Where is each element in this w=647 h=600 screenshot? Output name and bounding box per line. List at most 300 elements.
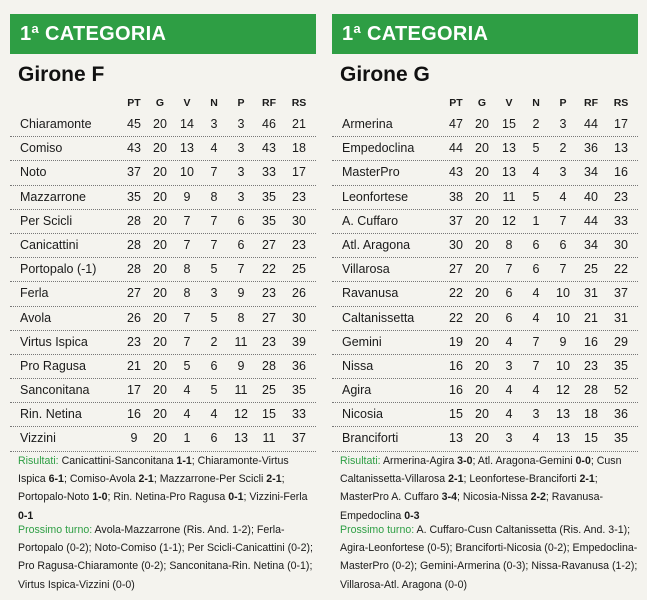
stat-p: 9 [237,286,245,301]
stat-n: 5 [532,141,540,156]
stat-n: 6 [532,237,540,252]
stat-rs: 39 [292,334,306,349]
stat-p: 2 [559,141,567,156]
stat-v: 7 [183,213,191,228]
stat-v: 12 [502,213,516,228]
stat-g: 20 [153,237,167,252]
stat-g: 20 [153,141,167,156]
result-score: 0-1 [18,509,34,522]
stat-v: 7 [183,237,191,252]
stat-rf: 46 [262,117,276,131]
stat-rf: 23 [262,334,276,349]
stat-rs: 29 [614,334,628,349]
column-header-pt: PT [127,97,141,109]
stat-n: 4 [532,165,540,180]
stat-pt: 27 [449,262,463,277]
team-name: Canicattini [20,237,79,252]
stat-p: 3 [237,189,245,204]
result-score: 3-0 [457,455,473,467]
table-row [10,355,316,379]
stat-rs: 35 [614,431,628,446]
result-match: ; Mazzarrone-Per Scicli [153,473,267,486]
stat-v: 4 [505,334,513,349]
table-row [10,137,316,161]
result-match: ; Rin. Netina-Pro Ragusa [107,491,229,504]
next-round-text [340,521,638,594]
team-name: Villarosa [342,262,390,277]
stat-rs: 26 [292,286,306,301]
stat-p: 7 [559,262,567,277]
table-row [10,282,316,306]
stat-n: 7 [210,165,218,180]
stat-rf: 35 [262,213,276,228]
result-score: 2-1 [138,473,154,486]
stat-g: 20 [153,189,167,204]
stat-n: 3 [532,407,540,422]
stat-v: 8 [505,237,513,252]
stat-pt: 21 [127,358,141,373]
stat-v: 4 [183,407,191,422]
stat-rf: 43 [262,141,276,156]
stat-p: 13 [556,407,570,422]
next-round-text [18,521,316,594]
stat-g: 20 [475,237,489,252]
table-row [10,186,316,210]
column-header-g: G [477,97,487,109]
stat-n: 4 [532,286,540,301]
stat-p: 7 [559,213,567,228]
category-banner: 1ª CATEGORIA [332,14,638,54]
stat-rf: 21 [584,310,598,325]
stat-rf: 28 [262,358,276,373]
stat-rs: 23 [292,189,306,204]
table-row [10,379,316,403]
result-score: 2-2 [530,491,546,504]
stat-v: 4 [505,407,513,422]
table-row [10,161,316,185]
table-row [332,137,638,161]
stat-p: 7 [237,262,245,277]
result-match: ; Vizzini-Ferla [243,491,308,504]
stat-n: 7 [210,237,218,252]
result-match: ; Chiaramonte-Virtus Ispica [18,455,289,486]
stat-p: 10 [556,286,570,301]
result-score: 2-1 [266,473,282,486]
stat-rs: 35 [292,383,306,398]
stat-g: 20 [153,383,167,398]
stat-rs: 18 [292,141,306,156]
stat-g: 20 [475,213,489,228]
team-name: MasterPro [342,165,400,180]
stat-v: 3 [505,358,513,373]
table-row [332,113,638,137]
column-header-g: G [155,97,165,109]
team-name: Virtus Ispica [20,334,88,349]
stat-v: 7 [505,262,513,277]
table-row [332,307,638,331]
stat-pt: 38 [449,189,463,204]
stat-pt: 30 [449,237,463,252]
stat-rf: 15 [584,431,598,446]
stat-g: 20 [153,286,167,301]
column-header-rf: RF [262,97,276,109]
stat-pt: 37 [127,165,141,180]
stat-v: 6 [505,286,513,301]
stat-n: 6 [532,262,540,277]
stat-pt: 16 [127,407,141,422]
stat-pt: 23 [127,334,141,349]
girone-title: Girone F [18,63,105,86]
result-score: 1-1 [176,455,192,467]
stat-rs: 16 [614,165,628,180]
standings-table [10,113,316,452]
table-row [332,379,638,403]
stat-pt: 44 [449,141,463,156]
column-header-n: N [532,97,540,109]
stat-n: 8 [210,189,218,204]
stat-n: 4 [532,310,540,325]
stat-g: 20 [475,431,489,446]
stat-g: 20 [153,262,167,277]
result-score: 1-0 [92,491,108,504]
stat-rf: 34 [584,165,598,180]
table-row [10,113,316,137]
stat-n: 7 [532,334,540,349]
stat-p: 13 [556,431,570,446]
table-row [332,403,638,427]
team-name: Avola [20,310,52,325]
result-match: ; Ravanusa-Empedoclina [340,491,604,522]
stat-pt: 9 [130,431,138,446]
result-match: ; MasterPro A. Cuffaro [340,473,598,504]
results-text [340,452,638,525]
stat-rs: 35 [614,358,628,373]
stat-rf: 33 [262,165,276,180]
table-row [10,403,316,427]
stat-rf: 34 [584,237,598,252]
stat-pt: 22 [449,310,463,325]
table-row [332,258,638,282]
stat-g: 20 [153,117,167,131]
stat-v: 13 [502,165,516,180]
team-name: Rin. Netina [20,407,82,422]
stat-n: 7 [210,213,218,228]
column-header-rs: RS [613,97,629,109]
stat-g: 20 [475,407,489,422]
stat-pt: 43 [127,141,141,156]
stat-rs: 23 [614,189,628,204]
table-row [10,331,316,355]
stat-g: 20 [153,334,167,349]
stat-pt: 17 [127,383,141,398]
stat-pt: 26 [127,310,141,325]
stat-p: 13 [234,431,248,446]
result-match: ; Portopalo-Noto [18,473,285,504]
result-score: 0-3 [404,509,420,522]
column-header-rs: RS [291,97,307,109]
stat-g: 20 [153,213,167,228]
result-match: ; Leonfortese-Branciforti [463,473,580,486]
result-match: Armerina-Agira [382,455,458,467]
stat-g: 20 [475,262,489,277]
table-row [332,282,638,306]
stat-rs: 13 [614,141,628,156]
result-match: ; Comiso-Avola [63,473,139,486]
stat-g: 20 [475,310,489,325]
stat-n: 7 [532,358,540,373]
team-name: Noto [20,165,47,180]
stat-g: 20 [153,358,167,373]
team-name: Armerina [342,117,393,131]
stat-g: 20 [475,286,489,301]
stat-p: 9 [559,334,567,349]
stat-n: 5 [210,310,218,325]
team-name: Gemini [342,334,382,349]
column-header-p: P [237,97,245,109]
stat-rs: 22 [614,262,628,277]
stat-n: 6 [210,431,218,446]
result-score: 0-1 [228,491,244,504]
team-name: Per Scicli [20,213,73,228]
stat-v: 14 [180,117,194,131]
stat-n: 5 [532,189,540,204]
stat-v: 10 [180,165,194,180]
column-header-v: V [505,97,513,109]
stat-v: 4 [183,383,191,398]
stat-rf: 36 [584,141,598,156]
stat-p: 4 [559,189,567,204]
table-row [10,210,316,234]
stat-v: 11 [502,189,516,204]
team-name: Leonfortese [342,189,409,204]
stat-rf: 40 [584,189,598,204]
stat-v: 1 [183,431,191,446]
next-round-fixtures: A. Cuffaro-Cusn Caltanissetta (Ris. And. 3-1); Agira-Leonfortese (0-5); Branciforti-Nicosia (0-2); Empedoclina-MasterPro (0-2); Gemini-Armerina (0-3); Nissa-Ravanusa (1-2); Villarosa-Atl. Aragona (0-0) [340,524,638,591]
table-row [332,331,638,355]
stat-pt: 19 [449,334,463,349]
result-match: ; Atl. Aragona-Gemini [472,455,576,467]
stat-p: 11 [234,383,248,398]
result-match: Canicattini-Sanconitana [61,455,177,467]
stat-g: 20 [153,407,167,422]
stat-v: 4 [505,383,513,398]
next-round-label: Prossimo turno: [18,524,93,536]
stat-n: 5 [210,383,218,398]
stat-n: 4 [210,141,218,156]
stat-rf: 25 [584,262,598,277]
stat-rs: 21 [292,117,306,131]
stat-rs: 37 [292,431,306,446]
stat-rf: 28 [584,383,598,398]
stat-n: 1 [532,213,540,228]
stat-rs: 23 [292,237,306,252]
standings-header [332,97,638,113]
stat-rf: 23 [262,286,276,301]
result-score: 2-1 [579,473,595,486]
column-header-rf: RF [584,97,598,109]
result-score: 0-0 [575,455,591,467]
stat-rf: 35 [262,189,276,204]
team-name: Nicosia [342,407,383,422]
stat-g: 20 [475,189,489,204]
stat-p: 10 [556,358,570,373]
stat-rs: 17 [292,165,306,180]
result-score: 2-1 [448,473,464,486]
team-name: Vizzini [20,431,56,446]
stat-p: 9 [237,358,245,373]
stat-p: 12 [556,383,570,398]
table-row [332,427,638,451]
stat-rf: 27 [262,237,276,252]
stat-g: 20 [153,310,167,325]
stat-v: 7 [183,310,191,325]
stat-g: 20 [475,141,489,156]
table-row [10,258,316,282]
results-label: Risultati: [18,455,59,467]
stat-v: 8 [183,262,191,277]
stat-v: 13 [180,141,194,156]
stat-rf: 11 [262,431,276,446]
stat-v: 8 [183,286,191,301]
team-name: Nissa [342,358,374,373]
stat-rs: 37 [614,286,628,301]
stat-pt: 28 [127,262,141,277]
stat-pt: 16 [449,358,463,373]
team-name: Chiaramonte [20,117,92,131]
next-round-fixtures: Avola-Mazzarrone (Ris. And. 1-2); Ferla-Portopalo (0-2); Noto-Comiso (1-1); Per Scicli-Canicattini (0-2); Pro Ragusa-Chiaramonte (0-2); Sanconitana-Rin. Netina (0-1); Virtus Ispica-Vizzini (0-0) [18,524,313,591]
stat-rs: 33 [614,213,628,228]
stat-pt: 27 [127,286,141,301]
team-name: Branciforti [342,431,399,446]
stat-rs: 36 [614,407,628,422]
stat-g: 20 [475,358,489,373]
stat-p: 3 [237,117,245,131]
stat-rf: 31 [584,286,598,301]
stat-p: 6 [559,237,567,252]
stat-g: 20 [475,117,489,131]
next-round-label: Prossimo turno: [340,524,415,536]
stat-rs: 30 [614,237,628,252]
results-text [18,452,316,525]
stat-pt: 37 [449,213,463,228]
column-header-n: N [210,97,218,109]
stat-n: 5 [210,262,218,277]
stat-n: 2 [210,334,218,349]
column-header-v: V [183,97,191,109]
stat-rs: 33 [292,407,306,422]
stat-rs: 17 [614,117,628,131]
stat-n: 6 [210,358,218,373]
team-name: Mazzarrone [20,189,86,204]
stat-rs: 25 [292,262,306,277]
stat-n: 4 [532,431,540,446]
table-row [332,210,638,234]
stat-v: 5 [183,358,191,373]
table-row [10,427,316,451]
stat-n: 4 [532,383,540,398]
stat-pt: 28 [127,237,141,252]
girone-title: Girone G [340,63,430,86]
stat-p: 6 [237,213,245,228]
stat-rs: 36 [292,358,306,373]
stat-pt: 15 [449,407,463,422]
stat-p: 6 [237,237,245,252]
stat-rf: 23 [584,358,598,373]
stat-g: 20 [475,383,489,398]
stat-p: 3 [559,165,567,180]
team-name: Agira [342,383,372,398]
girone-f-panel [10,0,320,600]
stat-rf: 25 [262,383,276,398]
stat-p: 8 [237,310,245,325]
table-row [332,161,638,185]
stat-pt: 47 [449,117,463,131]
stat-pt: 16 [449,383,463,398]
stat-n: 3 [210,117,218,131]
stat-n: 4 [210,407,218,422]
team-name: Portopalo (-1) [20,262,97,277]
stat-p: 3 [237,141,245,156]
stat-pt: 22 [449,286,463,301]
stat-v: 15 [502,117,516,131]
girone-g-panel [332,0,642,600]
stat-pt: 13 [449,431,463,446]
stat-v: 3 [505,431,513,446]
table-row [332,234,638,258]
stat-rs: 30 [292,213,306,228]
team-name: Sanconitana [20,383,90,398]
stat-rs: 31 [614,310,628,325]
column-header-pt: PT [449,97,463,109]
stat-rf: 44 [584,213,598,228]
results-label: Risultati: [340,455,381,467]
team-name: Comiso [20,141,63,156]
stat-rf: 15 [262,407,276,422]
standings-table [332,113,638,452]
stat-p: 3 [559,117,567,131]
stat-rf: 16 [584,334,598,349]
stat-rs: 30 [292,310,306,325]
table-row [332,186,638,210]
table-row [10,234,316,258]
team-name: Empedoclina [342,141,415,156]
team-name: A. Cuffaro [342,213,399,228]
stat-v: 7 [183,334,191,349]
stat-g: 20 [475,334,489,349]
result-score: 3-4 [441,491,457,504]
result-score: 6-1 [48,473,64,486]
stat-rf: 44 [584,117,598,131]
stat-rf: 22 [262,262,276,277]
team-name: Caltanissetta [342,310,415,325]
stat-g: 20 [153,431,167,446]
stat-v: 13 [502,141,516,156]
stat-v: 6 [505,310,513,325]
stat-n: 2 [532,117,540,131]
stat-pt: 45 [127,117,141,131]
category-banner: 1ª CATEGORIA [10,14,316,54]
stat-pt: 35 [127,189,141,204]
stat-g: 20 [475,165,489,180]
stat-pt: 43 [449,165,463,180]
table-row [10,307,316,331]
stat-p: 3 [237,165,245,180]
stat-rf: 18 [584,407,598,422]
result-match: ; Cusn Caltanissetta-Villarosa [340,455,622,486]
stat-pt: 28 [127,213,141,228]
stat-rs: 52 [614,383,628,398]
stat-g: 20 [153,165,167,180]
